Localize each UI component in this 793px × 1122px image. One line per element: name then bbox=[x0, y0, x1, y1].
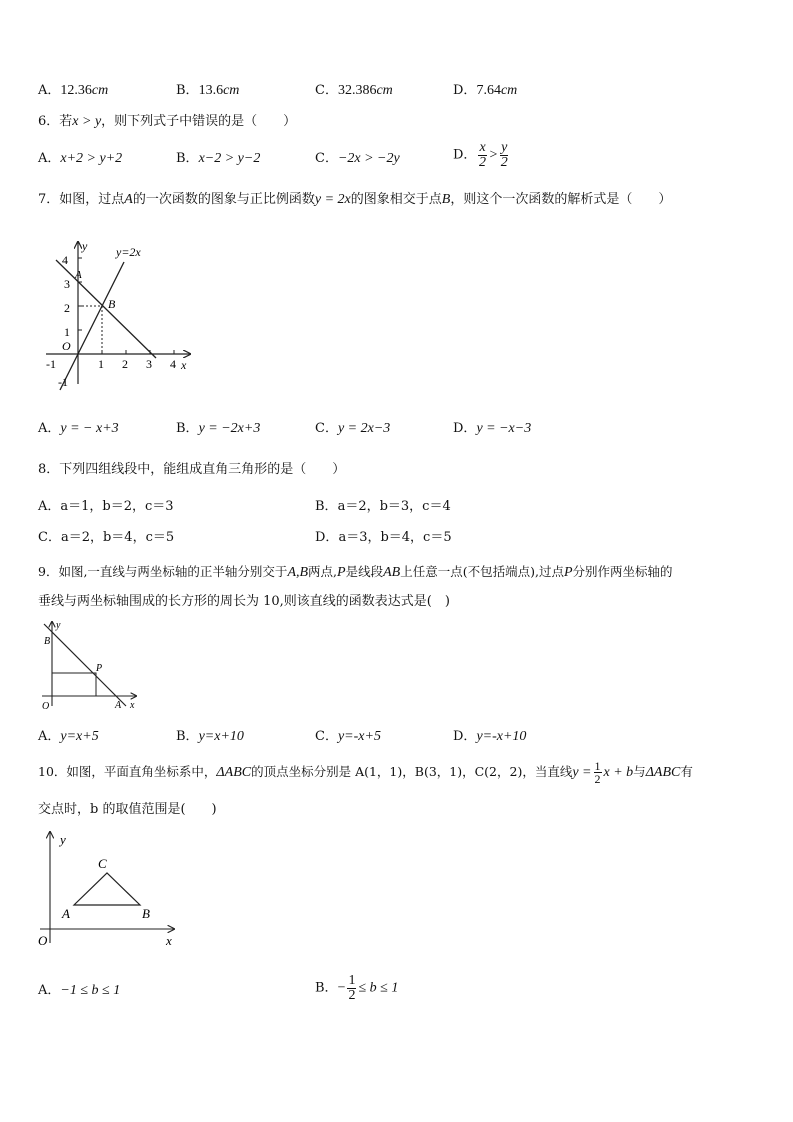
x-tick-label: -1 bbox=[46, 357, 56, 371]
x-tick-label: 1 bbox=[98, 357, 104, 371]
q5-option-b: B．13.6cm bbox=[176, 83, 240, 98]
y-axis-label: y bbox=[60, 832, 66, 847]
triangle-abc bbox=[74, 873, 140, 905]
line-ab bbox=[44, 624, 126, 706]
x-axis-label: x bbox=[166, 933, 172, 948]
rectangle bbox=[52, 673, 96, 696]
q8-option-a: A．a＝1，b＝2，c＝3 bbox=[38, 499, 174, 514]
y-tick-label: 4 bbox=[62, 253, 68, 267]
fraction: $\frac{y}{2}$ bbox=[500, 140, 508, 170]
fraction: $\frac{x}{2}$ bbox=[479, 140, 487, 170]
q8-stem: 8．下列四组线段中，能组成直角三角形的是（ ） bbox=[38, 462, 346, 477]
q8-option-c: C．a＝2，b＝4，c＝5 bbox=[38, 530, 175, 545]
point-b-label: B bbox=[142, 906, 150, 921]
y-tick-label: 3 bbox=[64, 277, 70, 291]
y-tick-label: 2 bbox=[64, 301, 70, 315]
q9-option-b: B．y=x+10 bbox=[176, 729, 244, 744]
q9-option-d: D．y=-x+10 bbox=[453, 729, 527, 744]
q6-option-c: C．−2x > −2y bbox=[315, 151, 400, 166]
origin-label: O bbox=[62, 339, 71, 353]
fraction: $\frac{1}{2}$ bbox=[594, 759, 601, 786]
y-tick-label: 1 bbox=[64, 325, 70, 339]
q5-option-c: C．32.386cm bbox=[315, 83, 393, 98]
q9-stem-line1: 9．如图,一直线与两坐标轴的正半轴分别交于A,B两点,P是线段AB上任意一点(不包括端点),过点P分别作两坐标轴的 bbox=[38, 564, 673, 580]
q7-option-c: C．y = 2x−3 bbox=[315, 421, 391, 436]
point-b-label: B bbox=[44, 636, 51, 647]
line-label: y=2x bbox=[116, 245, 141, 259]
line-through-a bbox=[56, 260, 156, 358]
q8-option-b: B．a＝2，b＝3，c＝4 bbox=[315, 499, 451, 514]
q10-figure bbox=[36, 828, 186, 953]
x-tick-label: 3 bbox=[146, 357, 152, 371]
q10-option-a: A．−1 ≤ b ≤ 1 bbox=[38, 983, 121, 998]
origin-label: O bbox=[38, 933, 48, 948]
x-tick-label: 4 bbox=[170, 357, 176, 371]
q6-stem: 6．若x > y，则下列式子中错误的是（ ） bbox=[38, 114, 297, 129]
q5-option-d: D．7.64cm bbox=[453, 83, 518, 98]
q6-option-a: A．x+2 > y+2 bbox=[38, 151, 123, 166]
q9-stem-line2: 垂线与两坐标轴围成的长方形的周长为 10,则该直线的函数表达式是( ) bbox=[38, 594, 450, 609]
q9-option-a: A．y=x+5 bbox=[38, 729, 99, 744]
q6-option-b: B．x−2 > y−2 bbox=[176, 151, 261, 166]
q5-option-a: A．12.36cm bbox=[38, 83, 109, 98]
y-axis-label: y bbox=[82, 239, 88, 253]
point-a-label: A bbox=[115, 700, 122, 711]
point-b-label: B bbox=[108, 297, 116, 311]
q9-option-c: C．y=-x+5 bbox=[315, 729, 381, 744]
point-p-label: P bbox=[96, 663, 103, 674]
q7-figure bbox=[38, 236, 208, 391]
y-axis-label: y bbox=[56, 620, 61, 631]
fraction: $\frac{1}{2}$ bbox=[348, 973, 356, 1003]
q10-option-b: B．− $\frac{1}{2}$ ≤ b ≤ 1 bbox=[315, 973, 399, 1003]
point-a-label: A bbox=[75, 269, 82, 281]
q10-stem-line1: 10．如图，平面直角坐标系中，ΔABC的顶点坐标分别是 A(1，1)，B(3，1)，C(2，2)，当直线y = $\frac{1}{2}$ x + b与ΔABC有 bbox=[38, 759, 693, 786]
q10-stem-line2: 交点时，b 的取值范围是( ) bbox=[38, 802, 217, 817]
q7-stem: 7．如图，过点A的一次函数的图象与正比例函数y = 2x的图象相交于点B，则这个一次函数的解析式是（ ） bbox=[38, 192, 672, 207]
q7-option-a: A．y = − x+3 bbox=[38, 421, 119, 436]
q7-option-b: B．y = −2x+3 bbox=[176, 421, 261, 436]
q6-option-d: D． $\frac{x}{2}$ > $\frac{y}{2}$ bbox=[453, 140, 508, 170]
point-c-label: C bbox=[98, 856, 107, 871]
q8-option-d: D．a＝3，b＝4，c＝5 bbox=[315, 530, 452, 545]
y-tick-label: -1 bbox=[58, 375, 68, 389]
x-axis-label: x bbox=[130, 700, 135, 711]
x-axis-label: x bbox=[181, 358, 187, 372]
origin-label: O bbox=[42, 701, 50, 712]
q7-option-d: D．y = −x−3 bbox=[453, 421, 532, 436]
q9-figure bbox=[38, 618, 148, 713]
x-tick-label: 2 bbox=[122, 357, 128, 371]
point-a-label: A bbox=[62, 906, 70, 921]
